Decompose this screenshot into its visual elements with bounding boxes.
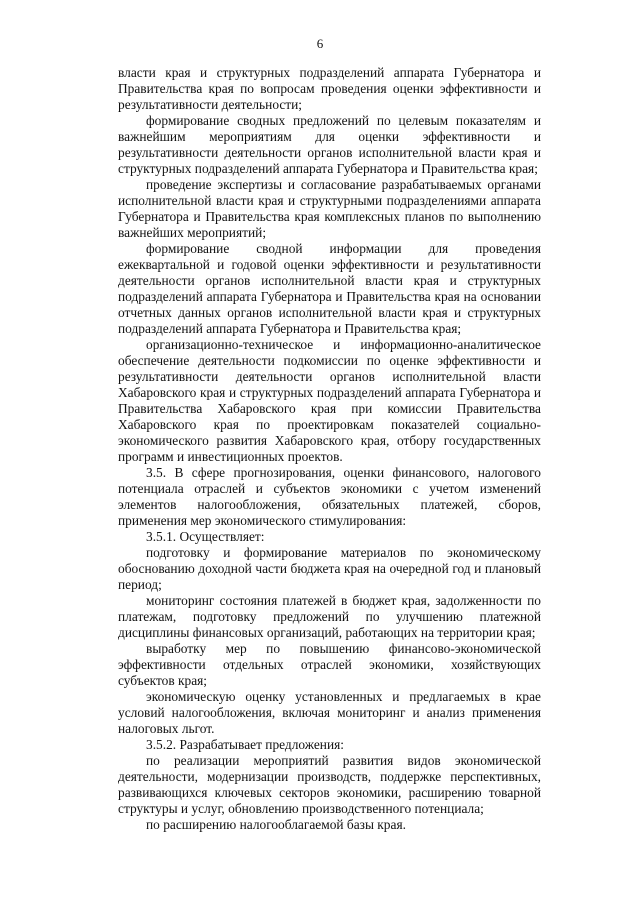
paragraph-expertise: проведение экспертизы и согласование разрабатываемых органами исполнительной власти края и структурными подразделениями аппарата Губернатора и Правительства края комплексных планов по выполнению важнейших мероприятий;: [118, 177, 541, 240]
paragraph-tax-assessment: экономическую оценку установленных и предлагаемых в крае условий налогообложения, включая мониторинг и анализ применения налоговых льгот.: [118, 689, 541, 736]
paragraph-payments-monitoring: мониторинг состояния платежей в бюджет края, задолженности по платежам, подготовку предложений по улучшению платежной дисциплины финансовых организаций, работающих на территории края;: [118, 593, 541, 640]
paragraph-tax-base: по расширению налогооблагаемой базы края.: [146, 817, 406, 832]
page-number: 6: [316, 36, 324, 51]
paragraph-organizational-support: организационно-техническое и информационно-аналитическое обеспечение деятельности подкомиссии по оценке эффективности и результативности деятельности органов исполнительной власти Хабаровского края и структурных подразделений аппарата Губернатора и Правительства Хабаровского края при комиссии Правительства Хабаровского края по проектировкам показателей социально-экономического развития Хабаровского края, отбору государственных программ и инвестиционных проектов.: [118, 337, 541, 464]
section-3-5-2-heading: 3.5.2. Разрабатывает предложения:: [146, 737, 345, 752]
paragraph-continuation: власти края и структурных подразделений аппарата Губернатора и Правительства края по вопросам проведения оценки эффективности и результативности деятельности;: [118, 65, 541, 112]
section-3-5-1-heading: 3.5.1. Осуществляет:: [146, 529, 265, 544]
paragraph-summary-information: формирование сводной информации для проведения ежеквартальной и годовой оценки эффективности и результативности деятельности органов исполнительной власти края и структурных подразделений аппарата Губернатора и Правительства края на основании отчетных данных органов исполнительной власти края и структурных подразделений аппарата Губернатора и Правительства края;: [118, 241, 541, 336]
section-3-5-heading: 3.5. В сфере прогнозирования, оценки финансового, налогового потенциала отраслей и субъектов экономики с учетом изменений элементов налогообложения, обязательных платежей, сборов, применения мер экономического стимулирования:: [118, 465, 541, 528]
document-body: [118, 65, 541, 833]
paragraph-efficiency-measures: выработку мер по повышению финансово-экономической эффективности отдельных отраслей экономики, хозяйствующих субъектов края;: [118, 641, 541, 688]
paragraph-development-measures: по реализации мероприятий развития видов экономической деятельности, модернизации производств, поддержке перспективных, развивающихся ключевых секторов экономики, расширению товарной структуры и услуг, обновлению производственного потенциала;: [118, 753, 541, 816]
paragraph-summary-proposals: формирование сводных предложений по целевым показателям и важнейшим мероприятиям для оценки эффективности и результативности деятельности органов исполнительной власти края и структурных подразделений аппарата Губернатора и Правительства края;: [118, 113, 541, 176]
paragraph-budget-materials: подготовку и формирование материалов по экономическому обоснованию доходной части бюджета края на очередной год и плановый период;: [118, 545, 541, 592]
